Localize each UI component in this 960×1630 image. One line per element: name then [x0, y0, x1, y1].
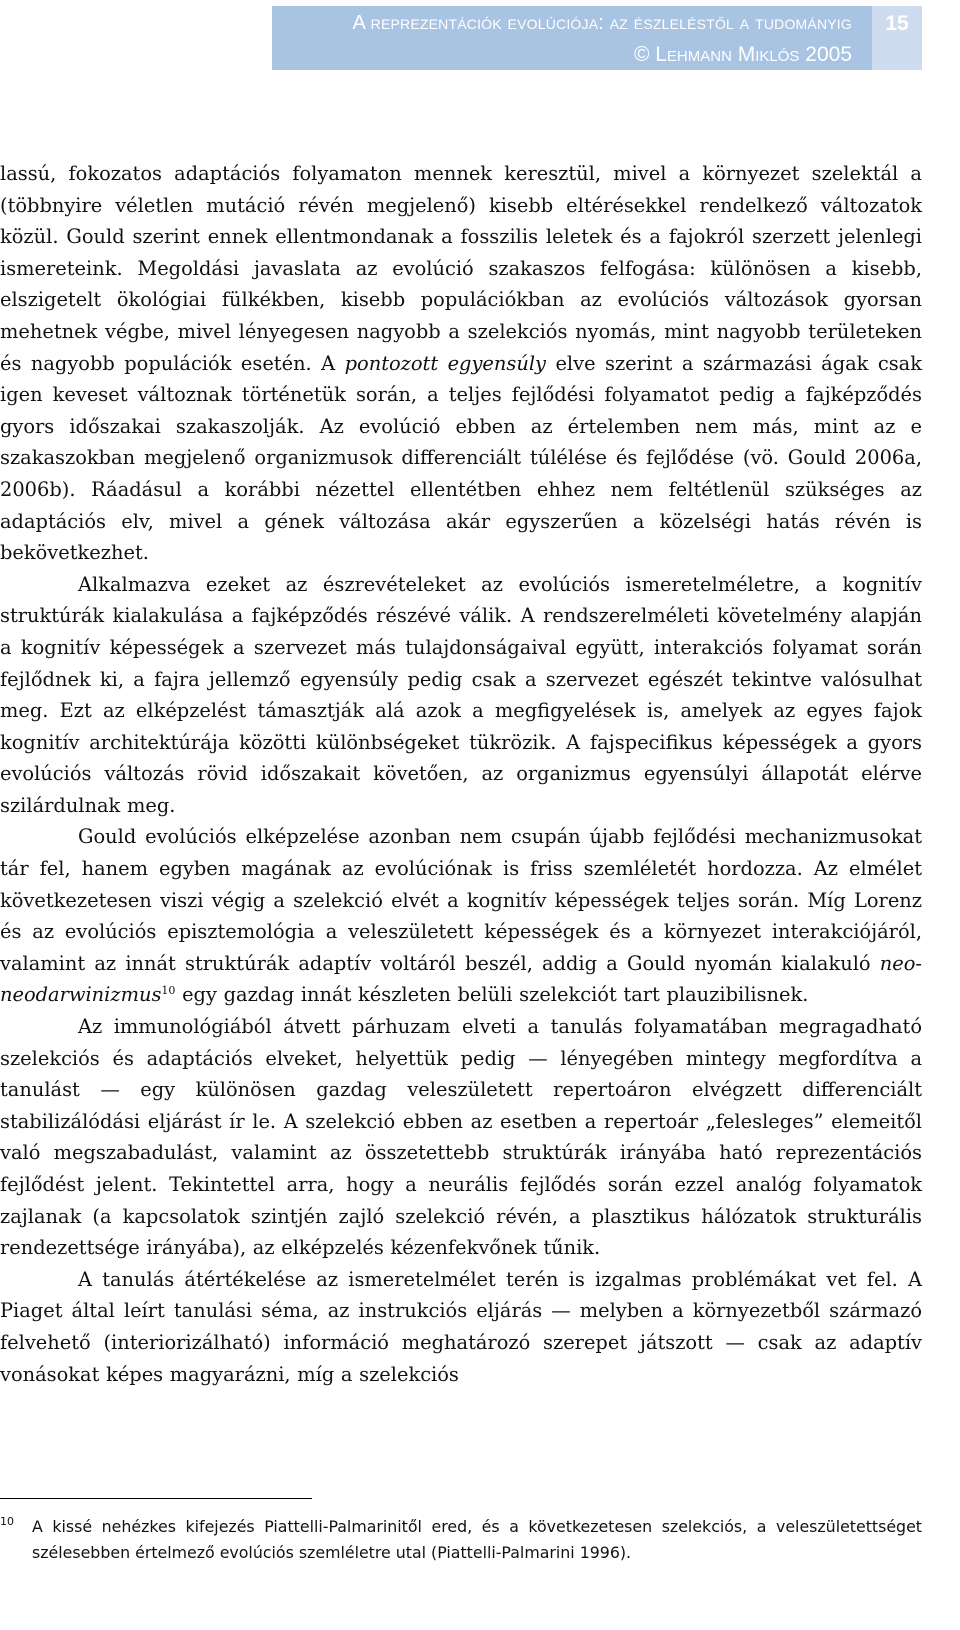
footnote-text: A kissé nehézkes kifejezés Piattelli-Palmarinitől ered, és a következetesen szelekciós, a veleszületettséget szélesebben értelmező evolúciós szemléletre utal (Piattelli-Palmarini 1996). — [32, 1517, 922, 1562]
body-text — [0, 158, 922, 1390]
p3-italic-term: neo-neodarwinizmus — [0, 951, 922, 1007]
footnote-divider — [0, 1498, 312, 1499]
footnote — [0, 1514, 922, 1566]
paragraph-1 — [0, 158, 922, 569]
page-number: 15 — [872, 6, 922, 70]
p1-text-a: lassú, fokozatos adaptációs folyamaton mennek keresztül, mivel a környezet szelektál a (többnyire véletlen mutáció révén megjelenő) kisebb eltérésekkel rendelkező változatok közül. Gould szerint ennek ellentmondanak a fosszilis leletek és a fajokról szerzett jelenlegi ismereteink. Megoldási javaslata az evolúció szakaszos felfogása: különösen a kisebb, elszigetelt ökológiai fülkékben, kisebb populációkban az evolúciós változások gyorsan mehetnek végbe, mivel lényegesen nagyobb a szelekciós nyomás, mint nagyobb területeken és nagyobb populációk esetén. A — [0, 162, 922, 375]
p1-italic-term: pontozott egyensúly — [344, 351, 546, 375]
page-header — [0, 0, 960, 76]
paragraph-4: Az immunológiából átvett párhuzam elveti a tanulás folyamatában megragadható szelekciós és adaptációs elveket, helyettük pedig — lényegében mintegy megfordítva a tanulást — egy különösen gazdag veleszületett repertoáron elvégzett differenciált stabilizálódási eljárást ír le. A szelekció ebben az esetben a repertoár „felesleges” elemeitől való megszabadulást, valamint az összetettebb struktúrák irányába ható reprezentációs fejlődést jelent. Tekintettel arra, hogy a neurális fejlődés során ezzel analóg folyamatok zajlanak (a kapcsolatok szintjén zajló szelekció révén, a plasztikus hálózatok strukturális rendezettsége irányába), az elképzelés kézenfekvőnek tűnik. — [0, 1015, 922, 1260]
paragraph-3 — [0, 821, 922, 1011]
p3-text-a: Gould evolúciós elképzelése azonban nem csupán újabb fejlődési mechanizmusokat tár fel, hanem egyben magának az evolúciónak is friss szemléletét hordozza. Az elmélet következetesen viszi végig a szelekció elvét a kognitív képességek teljes során. Míg Lorenz és az evolúciós episztemológia a veleszületett képességek és a környezet interakciójáról, valamint az innát struktúrák adaptív voltáról beszél, addig a Gould nyomán kialakuló — [0, 825, 922, 975]
copyright-line: © Lehmann Miklós 2005 — [633, 43, 852, 66]
footnote-number: 10 — [0, 1515, 14, 1528]
paragraph-5: A tanulás átértékelése az ismeretelmélet terén is izgalmas problémákat vet fel. A Piaget által leírt tanulási séma, az instrukciós eljárás — melyben a környezetből származó felvehető (interiorizálható) információ meghatározó szerepet játszott — csak az adaptív vonásokat képes magyarázni, míg a szelekciós — [0, 1267, 922, 1386]
paragraph-2: Alkalmazva ezeket az észrevételeket az evolúciós ismeretelméletre, a kognitív struktúrák kialakulása a fajképződés részévé válik. A rendszerelméleti követelmény alapján a kognitív képességek a szervezet más tulajdonságaival együtt, interakciós folyamat során fejlődnek ki, a fajra jellemző egyensúly pedig csak a szervezet egészét tekintve valósulhat meg. Ezt az elképzelést támasztják alá azok a megfigyelések is, amelyek az egyes fajok kognitív architektúrája közötti különbségeket tükrözik. A fajspecifikus képességek a gyors evolúciós változás rövid időszakait követően, az organizmus egyensúlyi állapotát elérve szilárdulnak meg. — [0, 572, 922, 817]
running-title: A reprezentációk evolúciója: az észleléstől a tudományig — [352, 12, 852, 34]
footnote-reference[interactable]: 10 — [161, 984, 176, 998]
header-text — [352, 8, 852, 70]
p3-text-b: egy gazdag innát készleten belüli szelekciót tart plauzibilisnek. — [175, 983, 809, 1007]
p1-text-b: elve szerint a származási ágak csak igen keveset változnak történetük során, a teljes fejlődési folyamatot pedig a fajképződés gyors időszakai szakaszolják. Az evolúció ebben az értelemben nem más, mint az e szakaszokban megjelenő organizmusok differenciált túlélése és fejlődése (vö. Gould 2006a, 2006b). Ráadásul a korábbi nézettel ellentétben ehhez nem feltétlenül szükséges az adaptációs elv, mivel a gének változása akár egyszerűen a közelségi hatás révén is bekövetkezhet. — [0, 351, 922, 565]
